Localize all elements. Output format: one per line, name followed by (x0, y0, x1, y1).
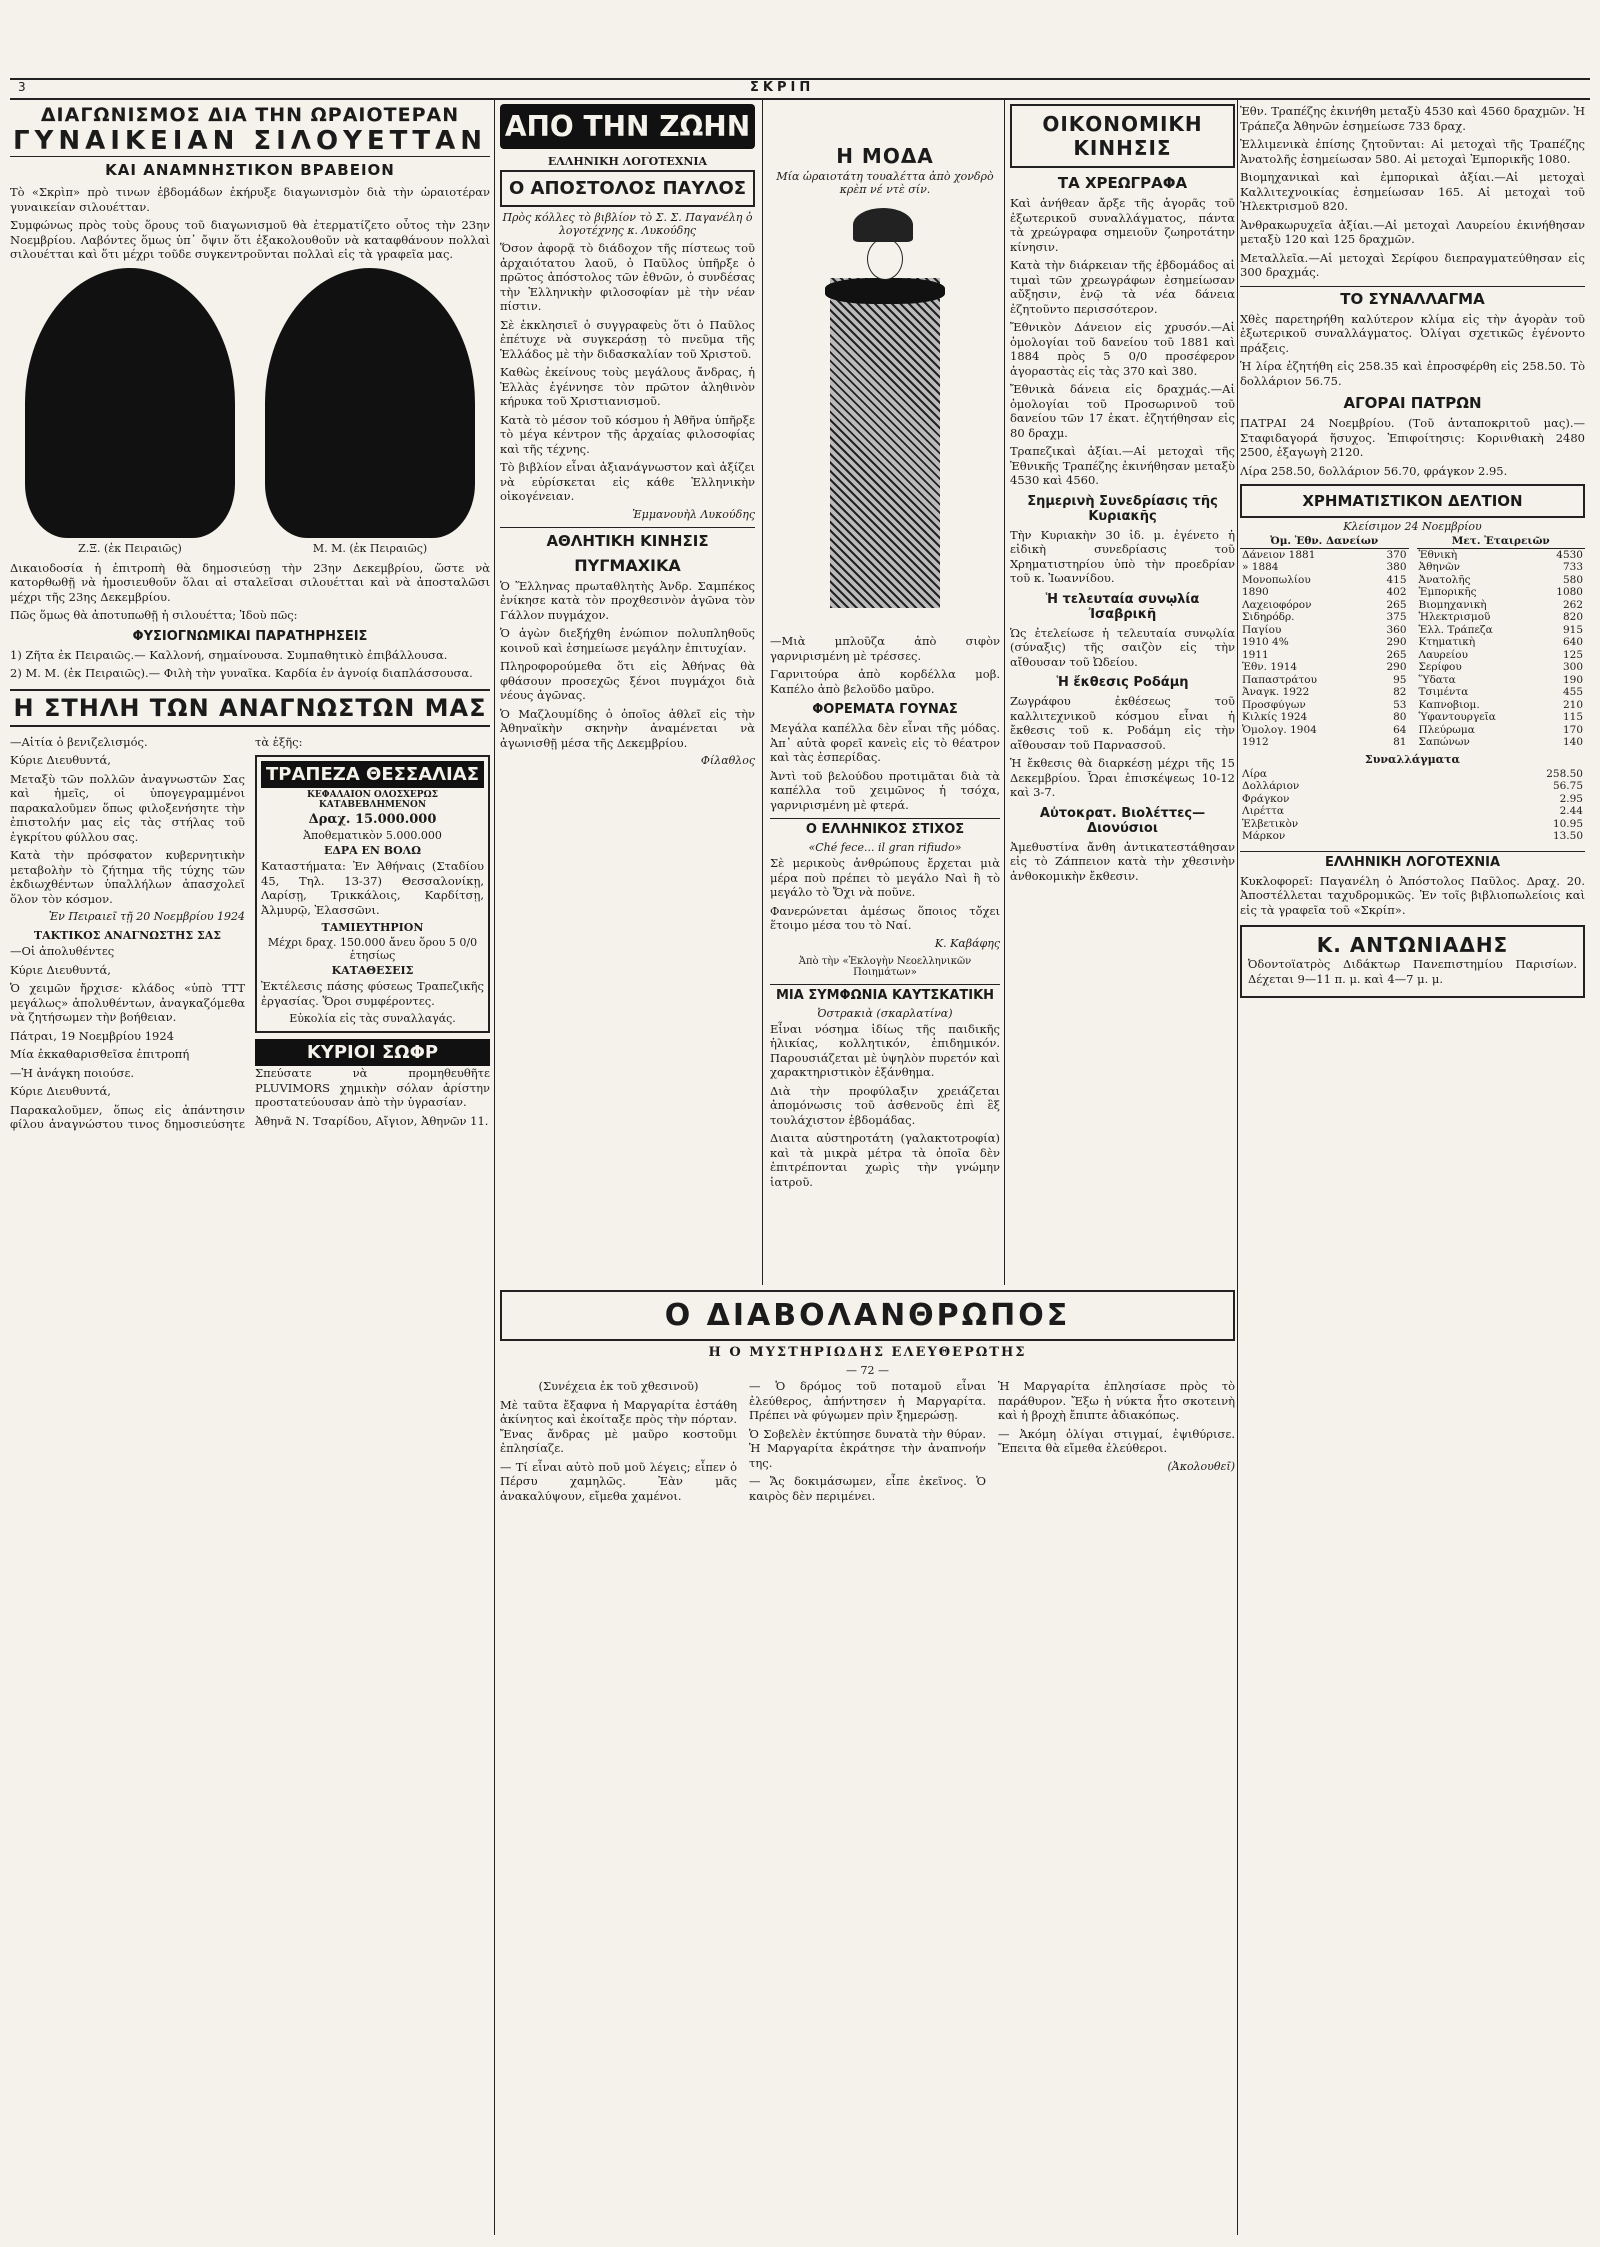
ticker-row (1240, 736, 1409, 749)
health-subtitle: Ὀστρακιὰ (σκαρλατίνα) (817, 1006, 953, 1020)
ticker-row (1240, 724, 1409, 737)
patras-paragraph: Λίρα 258.50, δολλάριον 56.70, φράγκον 2.95. (1240, 463, 1508, 478)
hat-shape (853, 208, 913, 242)
bank-branches: Καταστήματα: Ἐν Ἀθήναις (Σταδίου 45, Τηλ. 13-37) Θεσσαλονίκῃ, Λαρίσῃ, Τρικκάλοις, Καρδίτσῃ, Ἀλμυρῷ, Ἐλασσῶνι. (261, 859, 484, 917)
readers-paragraph: —Ἡ ἀνάγκη ποιούσε. (10, 1065, 135, 1080)
poem-title: Ο ΕΛΛΗΝΙΚΟΣ ΣΤΙΧΟΣ (770, 818, 1000, 837)
ticker-value: 640 (1562, 636, 1583, 648)
ticker-row (1240, 649, 1409, 662)
column-rule (1004, 100, 1005, 1285)
ticker-row (1240, 599, 1409, 612)
shop-text: Σπεύσατε νὰ προμηθευθῆτε PLUVIMORS χημικὴν σόλαν ἀρίστην προστατεύουσαν ἀπὸ τὴν ὑγρασίαν. (255, 1066, 490, 1109)
ticker-label: 1912 (1242, 736, 1269, 748)
ticker-value: 820 (1562, 611, 1583, 623)
bonds-paragraph: Τραπεζικαὶ ἀξίαι.—Αἱ μετοχαὶ τῆς Ἐθνικῆς Τραπέζης ἐκινήθησαν μεταξὺ 4530 καὶ 4560. (1010, 444, 1235, 487)
serial-subtitle: Η Ο ΜΥΣΤΗΡΙΩΔΗΣ ΕΛΕΥΘΕΡΩΤΗΣ (708, 1345, 1027, 1360)
poem-line: «Ché fece... il gran rifiudo» (808, 841, 962, 854)
readers-paragraph: Κύριε Διευθυντά, (10, 962, 111, 977)
sports-signature: Φίλαθλος (700, 754, 755, 767)
market-paragraph: Μεταλλεῖα.—Αἱ μετοχαὶ Σερίφου διεπραγματεύθησαν εἰς 300 δραχμάς. (1240, 250, 1585, 279)
ticker-value: 258.50 (1546, 767, 1583, 780)
ticker-row (1240, 780, 1585, 793)
ticker-value: 2.44 (1559, 805, 1583, 817)
ticker-row (1417, 548, 1586, 561)
newspaper-name: ΣΚΡΙΠ (750, 80, 815, 95)
masthead (10, 78, 1590, 100)
ticker-row (1240, 793, 1585, 806)
ticker-row (1417, 624, 1586, 637)
ticker-row (1240, 548, 1409, 561)
ticker-label: Ἑλλ. Τράπεζα (1418, 623, 1493, 636)
ticker-label: Ἑλβετικὸν (1242, 817, 1299, 830)
ticker-row (1417, 736, 1586, 749)
ticker-header: Ὀμ. Ἐθν. Δανείων (1240, 535, 1409, 548)
contest-subtitle: ΚΑΙ ΑΝΑΜΝΗΣΤΙΚΟΝ ΒΡΑΒΕΙΟΝ (105, 161, 395, 179)
ticker-value: 4530 (1556, 548, 1583, 561)
bonds-paragraph: Κατὰ τὴν διάρκειαν τῆς ἑβδομάδος αἱ τιμαὶ τῶν χρεωγράφων ἐσημείωσαν αὔξησιν, ἐνῷ τὰ νέα δάνεια ἐζητοῦντο περισσότερον. (1010, 258, 1235, 316)
ticker-label: Σερίφου (1418, 661, 1462, 673)
fashion-subtitle: Μία ὡραιοτάτη τουαλέττα ἀπὸ χονδρὸ κρὲπ νέ ντὲ σίν. (776, 170, 994, 196)
bank-advert (255, 755, 490, 1033)
ticker-label: Ἠλεκτρισμοῦ (1418, 611, 1491, 623)
column-3 (770, 104, 1000, 1284)
serial-paragraph: Ἡ Μαργαρίτα ἐπλησίασε πρὸς τὸ παράθυρον. Ἔξω ἡ νύκτα ἦτο σκοτεινὴ καὶ ἡ βροχὴ ἔπιπτε ἀδιακόπως. (998, 1379, 1235, 1422)
serial-paragraph: Ὁ Σοβελὲν ἐκτύπησε δυνατὰ τὴν θύραν. Ἡ Μαργαρίτα ἐκράτησε τὴν ἀναπνοήν της. (749, 1426, 986, 1470)
ticker-value: 370 (1386, 548, 1407, 561)
fur-collar-shape (825, 278, 945, 304)
ticker-value: 733 (1562, 561, 1583, 573)
advert-name: Κ. ΑΝΤΩΝΙΑΔΗΣ (1316, 933, 1509, 957)
ticker-row (1240, 586, 1409, 599)
fashion-title: Η ΜΟΔΑ (836, 144, 934, 168)
contest-paragraph: Συμφώνως πρὸς τοὺς ὅρους τοῦ διαγωνισμοῦ θὰ ἐτερματίζετο οὗτος τὴν 23ην Νοεμβρίου. Λαβόντες ὅμως ὑπ᾿ ὄψιν ὅτι ἐξακολουθοῦν νὰ καταφθάνουν πολλαὶ σιλουέτται καὶ ὅτι μέχρι τοῦδε συγκεντροῦνται πολλαὶ εἰς τὰ γραφεῖα μας. (10, 218, 490, 261)
readers-paragraph: Κατὰ τὴν πρόσφατον κυβερνητικὴν μεταβολὴν τὸ ζήτημα τῆς τύχης τῶν ἐκδιωχθέντων ὑπαλλήλων ἀπασχολεῖ ὅλον τὸν κόσμον. (10, 848, 245, 906)
serial-part: — 72 — (846, 1364, 889, 1377)
readers-signature: Ἐν Πειραιεῖ τῇ 20 Νοεμβρίου 1924 (48, 910, 245, 923)
ticker-row (1417, 611, 1586, 624)
story-subtitle: Πρὸς κόλλες τὸ βιβλίον τὸ Σ. Σ. Παγανέλη ὁ λογοτέχνης κ. Λυκούδης (502, 211, 753, 237)
ticker-label: Ἐθνικὴ (1418, 548, 1458, 561)
bank-reserve: Ἀποθεματικὸν 5.000.000 (303, 829, 442, 842)
life-banner: ΑΠΟ ΤΗΝ ΖΩΗΝ (500, 104, 755, 149)
exchange-paragraph: Ἡ λίρα ἐζητήθη εἰς 258.35 καὶ ἐπροσφέρθη εἰς 258.50. Τὸ δολλάριον 56.75. (1240, 359, 1585, 388)
ticker-label: » 1884 (1242, 561, 1279, 573)
ticker-value: 262 (1562, 598, 1583, 611)
fur-paragraph: Ἀντὶ τοῦ βελούδου προτιμᾶται διὰ τὰ καπέλλα τοῦ χειμῶνος ἡ τσόχα, γαρνιρισμένη μὲ φτερά. (770, 768, 1000, 812)
ticker-label: Ἐμπορικῆς (1418, 586, 1477, 598)
page-number: 3 (18, 80, 26, 94)
contest-title-2: ΓΥΝΑΙΚΕΙΑΝ ΣΙΛΟΥΕΤΤΑΝ (10, 126, 490, 157)
ticker-row (1417, 649, 1586, 662)
physiognomy-paragraph: 2) Μ. Μ. (ἐκ Πειραιῶς).— Φιλὴ τὴν γυναῖκα. Καρδία ἐν ἁγνοίᾳ διαπλάσσουσα. (10, 666, 473, 680)
ticker-value: 53 (1393, 698, 1407, 711)
ticker-label: Πλεύρωμα (1418, 723, 1475, 736)
ticker-row (1417, 661, 1586, 674)
ticker-value: 915 (1562, 623, 1583, 636)
ticker-label: 1911 (1242, 648, 1269, 661)
ticker-row (1240, 686, 1409, 699)
ticker-label: Λιρέττα (1242, 805, 1285, 817)
ticker-label: Ἐθν. 1914 (1242, 661, 1298, 673)
readers-paragraph: —Οἱ ἀπολυθέντες (10, 944, 115, 958)
ticker-label: Παγίου (1242, 623, 1282, 636)
portrait-2 (265, 268, 475, 555)
ticker-table-fx (1240, 768, 1585, 843)
session-title: Σημερινὴ Συνεδρίασις τῆς Κυριακῆς (1027, 493, 1218, 524)
ticker-row (1240, 711, 1409, 724)
ticker-value: 402 (1386, 586, 1407, 598)
ticker-value: 210 (1562, 698, 1583, 711)
ticker-label: Φράγκον (1242, 792, 1290, 805)
ticker-value: 56.75 (1552, 780, 1583, 792)
poem-paragraph: Φανερώνεται ἀμέσως ὅποιος τὄχει ἕτοιμο μέσα του τὸ Ναί. (770, 903, 1000, 932)
serial-body (500, 1379, 1235, 1503)
dress-shape (830, 278, 940, 608)
literature-box-text: Κυκλοφορεῖ: Παγανέλη ὁ Ἀπόστολος Παῦλος. Δραχ. 20. Ἀποστέλλεται ταχυδρομικῶς. Ἐν τοῖς βιβλιοπωλείοις καὶ εἰς τὰ γραφεῖα τοῦ «Σκρίπ». (1240, 873, 1585, 917)
ticker-label: Σαπώνων (1418, 736, 1470, 748)
portrait-caption: Μ. Μ. (ἐκ Πειραιῶς) (312, 541, 428, 555)
ticker-row (1240, 699, 1409, 712)
contest-paragraph: Τὸ «Σκρὶπ» πρὸ τινων ἑβδομάδων ἐκήρυξε διαγωνισμὸν διὰ τὴν ὡραιοτέραν γυναικείαν σιλουέτταν. (10, 185, 490, 214)
session-paragraph: Τὴν Κυριακὴν 30 ἰδ. μ. ἐγένετο ἡ εἰδικὴ συνεδρίασις τοῦ Χρηματιστηρίου ὑπὸ τὴν προεδρίαν τοῦ κ. Ἰωαννίδου. (1010, 527, 1235, 585)
ticker-value: 10.95 (1552, 817, 1583, 830)
fashion-caption: Γαρνιτούρα ἀπὸ κορδέλλα μοβ. Καπέλο ἀπὸ βελοῦδο μαῦρο. (770, 667, 1000, 696)
ticker-row (1417, 599, 1586, 612)
ticker-label: Σιδηρόδρ. (1242, 611, 1295, 623)
story-paragraph: Σὲ ἐκκλησιεῖ ὁ συγγραφεὺς ὅτι ὁ Παῦλος ἐπέτυχε νὰ συγκεράσῃ τὸ πνεῦμα τῆς Ἑλλάδος μὲ τὴν διδασκαλίαν τοῦ Χριστοῦ. (500, 317, 755, 361)
poem-source: Ἀπὸ τὴν «Ἐκλογὴν Νεοελληνικῶν Ποιημάτων» (798, 955, 972, 978)
sports-paragraph: Ὁ Ἕλληνας πρωταθλητὴς Ἀνδρ. Σαμπέκος ἐνίκησε κατὰ τὸν προχθεσινὸν ἀγῶνα τὸν Γάλλον πυγμάχον. (500, 578, 755, 622)
readers-paragraph: Πάτραι, 19 Νοεμβρίου 1924 (10, 1028, 174, 1043)
ticker-value: 13.50 (1552, 830, 1583, 842)
bonds-title: ΤΑ ΧΡΕΩΓΡΑΦΑ (1057, 174, 1188, 192)
serial-continued: (Ἀκολουθεῖ) (1167, 1459, 1235, 1473)
story-paragraph: Ὅσον ἀφορᾷ τὸ διάδοχον τῆς πίστεως τοῦ ἀρχαιότατου λαοῦ, ὁ Παῦλος ὑπῆρξε ὁ πρῶτος ἀπόστολος τῶν ἐθνῶν, ὁ συνδέσας τὴν Ἑλληνικὴν φιλοσοφίαν μὲ τὴν νέαν πίστιν. (500, 241, 755, 313)
ticker-label: Ἀναγκ. 1922 (1242, 686, 1310, 698)
contest-paragraph: Δικαιοδοσία ἡ ἐπιτροπὴ θὰ δημοσιεύσῃ τὴν 23ην Δεκεμβρίου, ὥστε νὰ κατορθωθῇ νὰ ἡμοσιευθοῦν ὅλαι αἱ σταλεῖσαι σιλουέτται καὶ νὰ ἀποσταλῶσι μέχρι τῆς 23ης Δεκεμβρίου. (10, 560, 490, 604)
flowers-title: Αὐτοκρατ. Βιολέττες—Διονύσιοι (1039, 805, 1206, 836)
health-title: ΜΙΑ ΣΥΜΦΩΝΙΑ ΚΑΥΤΣΚΑΤΙΚΗ (770, 984, 1000, 1003)
exhibition-paragraph: Ζωγράφου ἐκθέσεως τοῦ καλλιτεχνικοῦ κόσμου εἶναι ἡ ἔκθεσις τοῦ κ. Ροδάμη εἰς τὴν αἴθουσαν τοῦ Παρνασσοῦ. (1010, 694, 1235, 752)
physiognomy-paragraph: 1) Ζῆτα ἐκ Πειραιῶς.— Καλλονή, σημαίνουσα. Συμπαθητικὸ ἐπιβάλλουσα. (10, 647, 448, 662)
readers-paragraph: Παρακαλοῦμεν, ὅπως εἰς ἀπάντησιν φίλου ἀναγνώστου τινος δημοσιεύσητε τὰ ἑξῆς: (10, 734, 303, 1131)
boxing-title: ΠΥΓΜΑΧΙΚΑ (574, 555, 681, 575)
bonds-paragraph: Ἔθνικὸν Δάνειον εἰς χρυσόν.—Αἱ ὁμολογίαι τοῦ δανείου τοῦ 1881 καὶ 1884 πρὸς 5 0/0 προσέφερον ἀγοραστὰς εἰς τὰς 370 καὶ 380. (1010, 320, 1235, 378)
silhouette-image (265, 268, 475, 538)
ticker-row (1240, 574, 1409, 587)
ticker-value: 1080 (1556, 586, 1583, 598)
patras-title: ΑΓΟΡΑΙ ΠΑΤΡΩΝ (1343, 394, 1482, 412)
ticker-row (1417, 724, 1586, 737)
ticker-header: Μετ. Ἐταιρειῶν (1417, 535, 1586, 548)
ticker-label: Δολλάριον (1242, 780, 1300, 792)
ticker-row (1240, 818, 1585, 831)
ticker-value: 265 (1386, 598, 1407, 611)
column-4 (1010, 104, 1235, 1374)
ticker-value: 2.95 (1559, 792, 1583, 805)
market-paragraph: Ἐλλιμενικὰ ἐπίσης ζητοῦνται: Αἱ μετοχαὶ τῆς Τραπέζης Ἀνατολῆς ἐσημείωσαν 580. Αἱ μετοχαὶ Ἐμπορικῆς 1080. (1240, 137, 1585, 166)
column-2 (500, 104, 755, 1284)
serial-title: Ο ΔΙΑΒΟΛΑΝΘΡΩΠΟΣ (500, 1290, 1235, 1341)
dentist-advert (1240, 925, 1585, 998)
literature-label: ΕΛΛΗΝΙΚΗ ΛΟΓΟΤΕΧΝΙΑ (547, 155, 708, 168)
ticker-label: Ὁμολογ. 1904 (1242, 723, 1317, 736)
ticker-label: Προσφύγων (1242, 698, 1306, 711)
column-rule (1237, 100, 1238, 2235)
column-rule (494, 100, 495, 2235)
flowers-paragraph: Ἀμεθυστίνα ἄνθη ἀντικατεστάθησαν εἰς τὸ Ζάππειον κατὰ τὴν χθεσινὴν ἀνθοκομικὴν ἔκθεσιν. (1010, 839, 1235, 883)
readers-paragraph: —Αἰτία ὁ βενιζελισμός. (10, 734, 148, 749)
ticker-row (1417, 711, 1586, 724)
sports-paragraph: Ὁ Μαζλουμίδης ὁ ὁποῖος ἀθλεῖ εἰς τὴν Ἀθηναϊκὴν σκηνὴν ἀναμένεται νὰ ἀγωνισθῇ μέσα τῆς Δεκεμβρίου. (500, 706, 755, 750)
ticker-row (1417, 686, 1586, 699)
ticker-row (1417, 674, 1586, 687)
ticker-table-right (1417, 535, 1586, 749)
ticker-label: Κιλκίς 1924 (1242, 711, 1308, 723)
ticker-value: 455 (1562, 686, 1583, 698)
literature-box-title: ΕΛΛΗΝΙΚΗ ΛΟΓΟΤΕΧΝΙΑ (1240, 851, 1585, 870)
ticker-value: 125 (1562, 648, 1583, 661)
serial-paragraph: — Ὁ δρόμος τοῦ ποταμοῦ εἶναι ἐλεύθερος, ἀπήντησεν ἡ Μαργαρίτα. Πρέπει νὰ φύγωμεν πρὶν ξημερώσῃ. (749, 1379, 986, 1422)
exchange-title: ΤΟ ΣΥΝΑΛΛΑΓΜΑ (1240, 286, 1585, 308)
readers-title: Η ΣΤΗΛΗ ΤΩΝ ΑΝΑΓΝΩΣΤΩΝ ΜΑΣ (10, 689, 490, 727)
readers-paragraph: Κύριε Διευθυντά, (10, 753, 111, 767)
exchange-paragraph: Χθὲς παρετηρήθη καλύτερον κλίμα εἰς τὴν ἀγορὰν τοῦ ἐξωτερικοῦ συναλλάγματος. Ὀλίγαι σχετικῶς ἐγένοντο πράξεις. (1240, 311, 1585, 355)
ticker-row (1240, 624, 1409, 637)
contest-paragraph: Πῶς ὅμως θὰ ἀποτυπωθῇ ἡ σιλουέττα; Ἰδοὺ πῶς: (10, 608, 298, 622)
ticker-value: 95 (1393, 673, 1407, 686)
ticker-label: Λίρα (1242, 767, 1267, 780)
ticker-fx-label: Συναλλάγματα (1364, 752, 1461, 766)
ticker-row (1417, 699, 1586, 712)
fashion-illustration (775, 200, 995, 630)
ticker-label: Λαυρείου (1418, 648, 1468, 661)
ticker-value: 64 (1393, 723, 1407, 736)
silhouette-portraits (10, 268, 490, 555)
ticker-label: Μάρκον (1242, 830, 1286, 842)
ticker-row (1240, 636, 1409, 649)
bonds-paragraph: Ἔθνικὰ δάνεια εἰς δραχμάς.—Αἱ ὁμολογίαι τοῦ Προσωρινοῦ τοῦ δανείου τῶν 17 ἑκατ. ἐζητήθησαν εἰς 80 δραχμ. (1010, 382, 1235, 440)
story-paragraph: Καθὼς ἐκείνους τοὺς μεγάλους ἄνδρας, ἡ Ἑλλὰς ἐγέννησε τὸν πρῶτον ἀληθινὸν κήρυκα τοῦ Χριστιανισμοῦ. (500, 365, 755, 408)
ticker-value: 190 (1562, 673, 1583, 686)
fur-title: ΦΟΡΕΜΑΤΑ ΓΟΥΝΑΣ (812, 702, 958, 717)
bonds-paragraph: Καὶ ἀνήθεαν ἄρξε τῆς ἀγορᾶς τοῦ ἐξωτερικοῦ συναλλάγματος, πάντα τὰ χρεώγραφα σημειοῦν ζωηροτάτην κίνησιν. (1010, 196, 1235, 254)
column-1 (10, 104, 490, 2234)
face-shape (867, 238, 903, 280)
ticker-label: Ὕδατα (1418, 673, 1456, 686)
ticker-row (1240, 830, 1585, 843)
serial-paragraph: (Συνέχεια ἐκ τοῦ χθεσινοῦ) (538, 1379, 699, 1393)
story-signature: Ἐμμανουὴλ Λυκούδης (632, 507, 755, 521)
bank-savings-rate: Μέχρι δραχ. 150.000 ἄνευ ὅρου 5 0/0 ἐτησίως (267, 936, 478, 962)
ticker-row (1417, 574, 1586, 587)
ticker-value: 360 (1386, 623, 1407, 636)
fashion-caption: —Μιὰ μπλοῦζα ἀπὸ σιφὸν γαρνιρισμένη μὲ τρέσσες. (770, 634, 1000, 663)
ticker-value: 265 (1386, 648, 1407, 661)
ticker-value: 290 (1386, 661, 1407, 673)
ticker-label: Παπαστράτου (1242, 673, 1317, 686)
ticker-row (1240, 805, 1585, 818)
ticker-label: 1890 (1242, 586, 1269, 598)
story-title: Ο ΑΠΟΣΤΟΛΟΣ ΠΑΥΛΟΣ (500, 170, 755, 207)
ticker-label: Βιομηχανικὴ (1418, 598, 1487, 611)
ticker-table-left (1240, 535, 1409, 749)
readers-signature: ΤΑΚΤΙΚΟΣ ΑΝΑΓΝΩΣΤΗΣ ΣΑΣ (33, 929, 222, 942)
ticker-label: Λαχειοφόρον (1242, 598, 1312, 611)
fur-paragraph: Μεγάλα καπέλλα δὲν εἶναι τῆς μόδας. Ἀπ᾿ αὐτὰ φορεῖ κανεὶς εἰς τὸ θέατρον καὶ τὰς ἐσπερίδας. (770, 721, 1000, 764)
ticker-title: ΧΡΗΜΑΤΙΣΤΙΚΟΝ ΔΕΛΤΙΟΝ (1240, 484, 1585, 518)
shop-title: ΚΥΡΙΟΙ ΣΩΦΡ (255, 1039, 490, 1066)
ticker-value: 300 (1562, 661, 1583, 673)
ticker-value: 115 (1562, 711, 1583, 723)
ticker-label: Κτηματικὴ (1418, 636, 1476, 648)
ticker-row (1240, 661, 1409, 674)
readers-paragraph: Μία ἐκκαθαρισθεῖσα ἐπιτροπή (10, 1047, 190, 1061)
market-paragraph: Ἐθν. Τραπέζης ἐκινήθη μεταξὺ 4530 καὶ 4560 δραχμῶν. Ἡ Τράπεζα Ἀθηνῶν ἐσημείωσε 733 δραχ. (1240, 104, 1585, 133)
ticker-value: 80 (1393, 711, 1407, 723)
portrait-caption: Ζ.Ξ. (ἐκ Πειραιῶς) (78, 541, 182, 555)
story-paragraph: Τὸ βιβλίον εἶναι ἀξιανάγνωστον καὶ ἀξίζει νὰ εὑρίσκεται εἰς κάθε Ἑλληνικὴν οἰκογένειαν. (500, 460, 755, 503)
story-paragraph: Κατὰ τὸ μέσον τοῦ κόσμου ἡ Ἀθῆνα ὑπῆρξε τὸ μέγα κέντρον τῆς ἀρχαίας φιλοσοφίας καὶ τῆς τέχνης. (500, 412, 755, 456)
ticker-label: Καπνοβιομ. (1418, 698, 1480, 711)
bank-deposits: ΚΑΤΑΘΕΣΕΙΣ (331, 964, 414, 977)
ticker-label: Δάνειον 1881 (1242, 548, 1316, 561)
serial-paragraph: — Ἄς δοκιμάσωμεν, εἶπε ἐκεῖνος. Ὁ καιρὸς δὲν περιμένει. (749, 1474, 986, 1503)
concert-paragraph: Ὡς ἐτελείωσε ἡ τελευταία συνῳλία (σύναξις) τῆς σαιζὸν εἰς τὴν αἴθουσαν τοῦ Ὠδείου. (1010, 625, 1235, 669)
sports-title: ΑΘΛΗΤΙΚΗ ΚΙΝΗΣΙΣ (500, 527, 755, 550)
ticker-row (1240, 768, 1585, 781)
ticker-row (1240, 561, 1409, 574)
ticker-value: 82 (1393, 686, 1407, 698)
ticker-label: 1910 4% (1242, 636, 1289, 648)
silhouette-image (25, 268, 235, 538)
column-rule (762, 100, 763, 1285)
physiognomy-title: ΦΥΣΙΟΓΝΩΜΙΚΑΙ ΠΑΡΑΤΗΡΗΣΕΙΣ (132, 628, 368, 644)
patras-paragraph: ΠΑΤΡΑΙ 24 Νοεμβρίου. (Τοῦ ἀνταποκριτοῦ μας).—Σταφιδαγορά ἥσυχος. Ἐπιφοίτησις: Κορινθιακὴ 2480 2500, ἐξαγωγὴ 2120. (1240, 416, 1585, 459)
ticker-row (1417, 561, 1586, 574)
sports-paragraph: Ὁ ἀγὼν διεξήχθη ἐνώπιον πολυπληθοῦς κοινοῦ καὶ ἐσημείωσε μεγάλην ἐπιτυχίαν. (500, 626, 755, 655)
exhibition-title: Ἡ ἔκθεσις Ροδάμη (1056, 675, 1189, 690)
ticker-row (1417, 586, 1586, 599)
exhibition-paragraph: Ἡ ἔκθεσις θὰ διαρκέσῃ μέχρι τῆς 15 Δεκεμβρίου. Ὧραι ἐπισκέψεως 10-12 καὶ 3-7. (1010, 756, 1235, 799)
health-paragraph: Διαιτα αὐστηροτάτη (γαλακτοτροφία) καὶ τὰ μικρὰ μέτρα τὰ ὁποῖα δὲν ἐπιτρέπονται χωρὶς τὴν γνώμην ἰατροῦ. (770, 1131, 1000, 1189)
market-paragraph: Βιομηχανικαὶ καὶ ἐμπορικαὶ ἀξίαι.—Αἱ μετοχαὶ Καλλιτεχνοικίας ἐσημείωσαν 165. Αἱ μετοχαὶ τοῦ Ἠλεκτρισμοῦ 820. (1240, 170, 1585, 213)
shop-address: Ἀθηνᾶ Ν. Τσαρίδου, Αἴγιον, Ἀθηνῶν 11. (255, 1113, 489, 1128)
ticker-label: Ἀθηνῶν (1418, 561, 1461, 573)
poem-signature: Κ. Καβάφης (934, 936, 1000, 950)
ticker-date: Κλείσιμον 24 Νοεμβρίου (1343, 520, 1482, 533)
ticker-value: 140 (1562, 736, 1583, 748)
ticker-row (1417, 636, 1586, 649)
market-paragraph: Ἀνθρακωρυχεῖα ἀξίαι.—Αἱ μετοχαὶ Λαυρείου ἐκινήθησαν μεταξὺ 120 καὶ 125 δραχμῶν. (1240, 217, 1585, 246)
readers-paragraph: Μεταξὺ τῶν πολλῶν ἀναγνωστῶν Σας καὶ ἡμεῖς, οἱ ὑπογεγραμμένοι παρακαλοῦμεν ὅπως φιλοξενήσητε τὴν ἐπιστολήν μας εἰς τὰς στήλας τοῦ ἐγκρίτου φύλλου σας. (10, 771, 245, 844)
ticker-value: 170 (1562, 723, 1583, 736)
portrait-1 (25, 268, 235, 555)
ticker-label: Ὑφαντουργεῖα (1418, 711, 1496, 723)
ticker-value: 81 (1393, 736, 1407, 748)
health-paragraph: Εἶναι νόσημα ἰδίως τῆς παιδικῆς ἡλικίας, κολλητικόν, ἐπιδημικόν. Παρουσιάζεται μὲ ὑψηλὸν πυρετόν καὶ χαρακτηριστικὸν ἐξάνθημα. (770, 1021, 1000, 1079)
advert-text: Ὀδοντοϊατρὸς Διδάκτωρ Πανεπιστημίου Παρισίων. Δέχεται 9—11 π. μ. καὶ 4—7 μ. μ. (1248, 957, 1577, 986)
ticker-label: Ἀνατολῆς (1418, 573, 1471, 586)
bank-savings: ΤΑΜΙΕΥΤΗΡΙΟΝ (321, 921, 424, 934)
column-5 (1240, 104, 1585, 2234)
ticker-value: 415 (1386, 573, 1407, 586)
ticker-label: Μονοπωλίου (1242, 573, 1311, 586)
serial-paragraph: Μὲ ταῦτα ἔξαφνα ἡ Μαργαρίτα ἐστάθη ἀκίνητος καὶ ἐκοίταξε πρὸς τὴν πόρταν. Ἔνας ἄνδρας μὲ μαῦρο κοστοῦμι ἐπλησίαζε. (500, 1397, 737, 1455)
bank-cta: Ἐκτέλεσις πάσης φύσεως Τραπεζικῆς ἐργασίας. Ὅροι συμφέροντες. (261, 979, 484, 1008)
serial-paragraph: — Ἀκόμη ὀλίγαι στιγμαί, ἐψιθύρισε. Ἔπειτα θὰ εἴμεθα ἐλεύθεροι. (998, 1426, 1235, 1455)
ticker-value: 380 (1386, 561, 1407, 573)
sports-paragraph: Πληροφορούμεθα ὅτι εἰς Ἀθήνας θὰ φθάσουν προσεχῶς ξένοι πυγμάχοι διὰ νέους ἀγῶνας. (500, 659, 755, 702)
bank-cta-2: Εὐκολία εἰς τὰς συναλλαγάς. (289, 1012, 456, 1025)
economy-title: ΟΙΚΟΝΟΜΙΚΗ ΚΙΝΗΣΙΣ (1010, 104, 1235, 168)
ticker-row (1240, 674, 1409, 687)
ticker-tables (1240, 535, 1585, 749)
poem-paragraph: Σὲ μερικοὺς ἀνθρώπους ἔρχεται μιὰ μέρα ποὺ πρέπει τὸ μεγάλο Ναὶ ἢ τὸ μεγάλο τὸ Ὄχι νὰ ποῦνε. (770, 856, 1000, 899)
health-paragraph: Διὰ τὴν προφύλαξιν χρειάζεται ἀπομόνωσις τοῦ ἀσθενοῦς ἐπὶ ἓξ τουλάχιστον ἑβδομάδας. (770, 1083, 1000, 1127)
ticker-value: 580 (1562, 573, 1583, 586)
bank-capital: Δραχ. 15.000.000 (308, 812, 437, 827)
ticker-row (1240, 611, 1409, 624)
readers-section (10, 735, 490, 1132)
ticker-value: 375 (1386, 611, 1407, 623)
bank-seat: ΕΔΡΑ ΕΝ ΒΟΛΩ (323, 844, 422, 857)
bank-title: ΤΡΑΠΕΖΑ ΘΕΣΣΑΛΙΑΣ (261, 761, 484, 788)
ticker-label: Τσιμέντα (1418, 686, 1469, 698)
contest-title: ΔΙΑΓΩΝΙΣΜΟΣ ΔΙΑ ΤΗΝ ΩΡΑΙΟΤΕΡΑΝ (40, 104, 460, 126)
readers-paragraph: Κύριε Διευθυντά, (10, 1084, 111, 1098)
serial-section (500, 1290, 1235, 2230)
serial-paragraph: — Τί εἶναι αὐτὸ ποῦ μοῦ λέγεις; εἶπεν ὁ Πέρσυ χαμηλῶς. Ἐὰν μᾶς ἀνακαλύψουν, εἴμεθα χαμένοι. (500, 1459, 737, 1503)
concert-title: Ἡ τελευταία συνῳλία Ἰσαβρικῆ (1045, 591, 1200, 622)
ticker-value: 290 (1386, 636, 1407, 648)
readers-paragraph: Ὁ χειμῶν ἤρχισε· κλάδος «ὑπὸ ΤΤΤ μεγάλως» ἀπολυθέντων, ἀναγκαζόμεθα νὰ ζητήσωμεν τὴν βοήθειαν. (10, 981, 245, 1024)
bank-subtitle: ΚΕΦΑΛΑΙΟΝ ΟΛΟΣΧΕΡΩΣ ΚΑΤΑΒΕΒΛΗΜΕΝΟΝ (307, 790, 438, 810)
